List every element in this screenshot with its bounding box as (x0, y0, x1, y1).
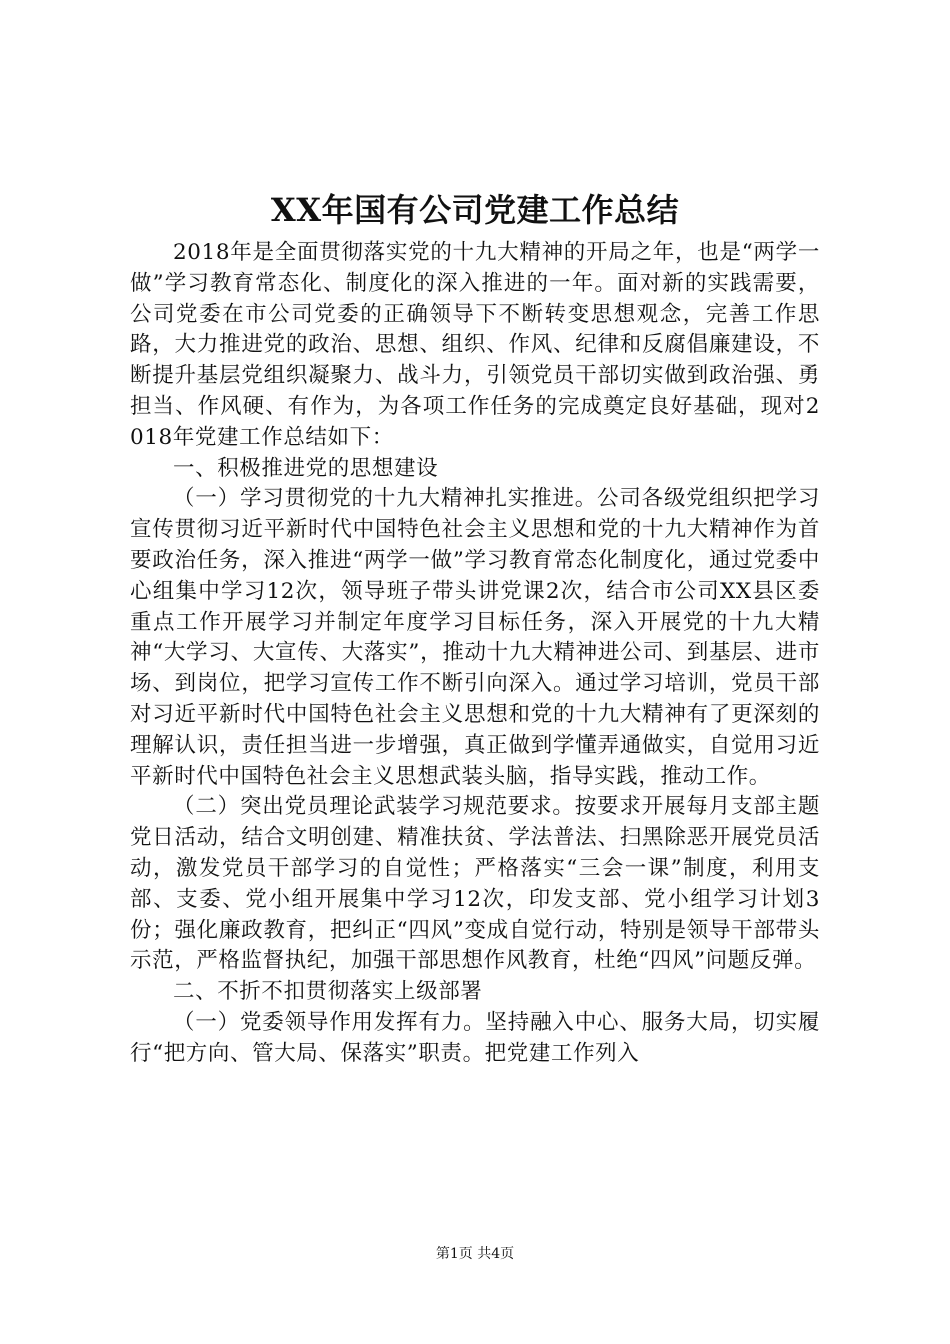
paragraph-1-1: （一）学习贯彻党的十九大精神扎实推进。公司各级党组织把学习宣传贯彻习近平新时代中国特色社会主义思想和党的十九大精神作为首要政治任务，深入推进“两学一做”学习教育常态化制度化，通过党委中心组集中学习12次，领导班子带头讲党课2次，结合市公司XX县区委重点工作开展学习并制定年度学习目标任务，深入开展党的十九大精神“大学习、大宣传、大落实”，推动十九大精神进公司、到基层、进市场、到岗位，把学习宣传工作不断引向深入。通过学习培训，党员干部对习近平新时代中国特色社会主义思想和党的十九大精神有了更深刻的理解认识，责任担当进一步增强，真正做到学懂弄通做实，自觉用习近平新时代中国特色社会主义思想武装头脑，指导实践，推动工作。 (130, 486, 820, 789)
section-heading-1: 一、积极推进党的思想建设 (173, 455, 439, 481)
document-title: XX年国有公司党建工作总结 (270, 191, 680, 229)
document-body (130, 238, 820, 1070)
page-footer: 第1页 共4页 (435, 1246, 515, 1262)
paragraph-1-2: （二）突出党员理论武装学习规范要求。按要求开展每月支部主题党日活动，结合文明创建、精准扶贫、学法普法、扫黑除恶开展党员活动，激发党员干部学习的自觉性；严格落实“三会一课”制度，利用支部、支委、党小组开展集中学习12次，印发支部、党小组学习计划3份；强化廉政教育，把纠正“四风”变成自觉行动，特别是领导干部带头示范，严格监督执纪，加强干部思想作风教育，杜绝“四风”问题反弹。 (130, 794, 820, 974)
section-heading-2: 二、不折不扣贯彻落实上级部署 (173, 979, 483, 1005)
paragraph-2-1: （一）党委领导作用发挥有力。坚持融入中心、服务大局，切实履行“把方向、管大局、保落实”职责。把党建工作列入 (130, 1009, 820, 1066)
paragraph-intro: 2018年是全面贯彻落实党的十九大精神的开局之年，也是“两学一做”学习教育常态化、制度化的深入推进的一年。面对新的实践需要，公司党委在市公司党委的正确领导下不断转变思想观念，完善工作思路，大力推进党的政治、思想、组织、作风、纪律和反腐倡廉建设，不断提升基层党组织凝聚力、战斗力，引领党员干部切实做到政治强、勇担当、作风硬、有作为，为各项工作任务的完成奠定良好基础，现对2018年党建工作总结如下： (130, 240, 820, 450)
